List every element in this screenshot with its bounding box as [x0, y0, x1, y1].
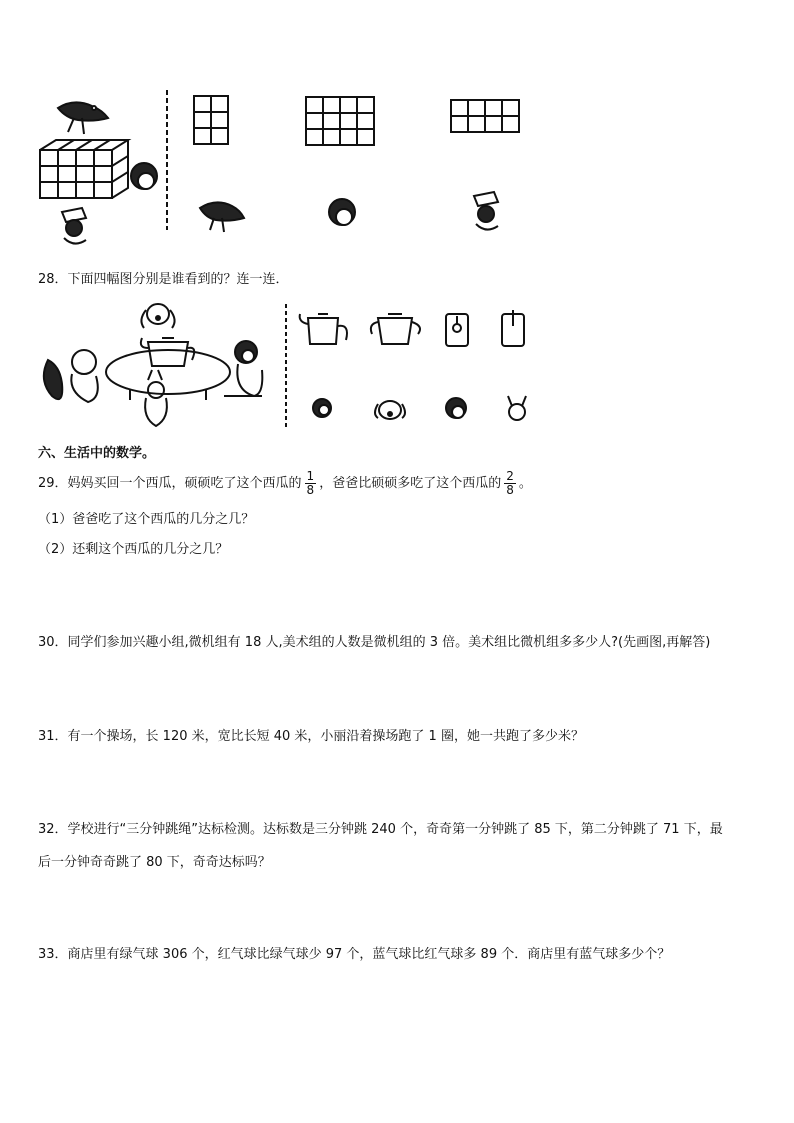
squirrel-icon	[44, 350, 98, 402]
monkey-face-icon	[446, 398, 466, 418]
rabbit-face-icon	[508, 396, 526, 420]
q29-text-3: 。	[518, 476, 532, 491]
section-6-title: 六、生活中的数学。	[38, 446, 156, 461]
dog-face-icon	[375, 401, 405, 419]
cube-stack	[40, 140, 128, 198]
table-ellipse	[106, 350, 230, 400]
boy-icon-answer	[474, 192, 498, 230]
rabbit-icon	[145, 370, 167, 426]
teapot-views-figure	[38, 300, 538, 436]
fraction-1-denominator: 8	[306, 483, 315, 497]
question-29-sub-2: （2）还剩这个西瓜的几分之几？	[38, 542, 229, 557]
bird-icon	[58, 102, 108, 134]
q29-text-1: 29．妈妈买回一个西瓜，硕硕吃了这个西瓜的	[38, 476, 302, 491]
question-29-sub-1: （1）爸爸吃了这个西瓜的几分之几？	[38, 512, 255, 527]
teapot-view-3	[446, 314, 468, 346]
question-29	[38, 470, 532, 497]
fraction-1	[305, 470, 317, 497]
squirrel-face-icon	[313, 399, 331, 417]
question-31: 31．有一个操场，长 120 米，宽比长短 40 米，小丽沿着操场跑了 1 圈，她一共跑了多少米？	[38, 729, 584, 744]
teapot-icon	[141, 338, 194, 366]
question-30: 30．同学们参加兴趣小组,微机组有 18 人,美术组的人数是微机组的 3 倍。美术组比微机组多多少人?(先画图,再解答)	[38, 635, 711, 650]
question-32-line-2: 后一分钟奇奇跳了 80 下，奇奇达标吗？	[38, 855, 271, 870]
question-33: 33．商店里有绿气球 306 个，红气球比绿气球少 97 个，蓝气球比红气球多 89 个．商店里有蓝气球多少个？	[38, 947, 671, 962]
girl-face-icon-answer	[329, 199, 355, 225]
teapot-view-4	[502, 310, 524, 346]
girl-face-icon	[131, 163, 157, 189]
cube-views-figure	[34, 88, 544, 250]
view-grid-3	[451, 100, 519, 132]
view-grid-1	[194, 96, 228, 144]
teapot-view-2	[371, 314, 420, 344]
bird-icon-answer	[200, 202, 244, 232]
boy-icon	[62, 208, 86, 244]
q29-text-2: ，爸爸比硕硕多吃了这个西瓜的	[319, 476, 502, 491]
view-grid-2	[306, 97, 374, 145]
teapot-view-1	[300, 314, 347, 344]
question-28: 28．下面四幅图分别是谁看到的？连一连．	[38, 272, 289, 287]
dog-icon	[141, 304, 174, 328]
fraction-1-numerator: 1	[306, 469, 315, 483]
fraction-2-denominator: 8	[506, 483, 514, 497]
fraction-2-numerator: 2	[506, 469, 514, 483]
question-32-line-1: 32．学校进行“三分钟跳绳”达标检测。达标数是三分钟跳 240 个，奇奇第一分钟跳了 85 下，第二分钟跳了 71 下，最	[38, 822, 723, 837]
fraction-2	[504, 470, 516, 497]
